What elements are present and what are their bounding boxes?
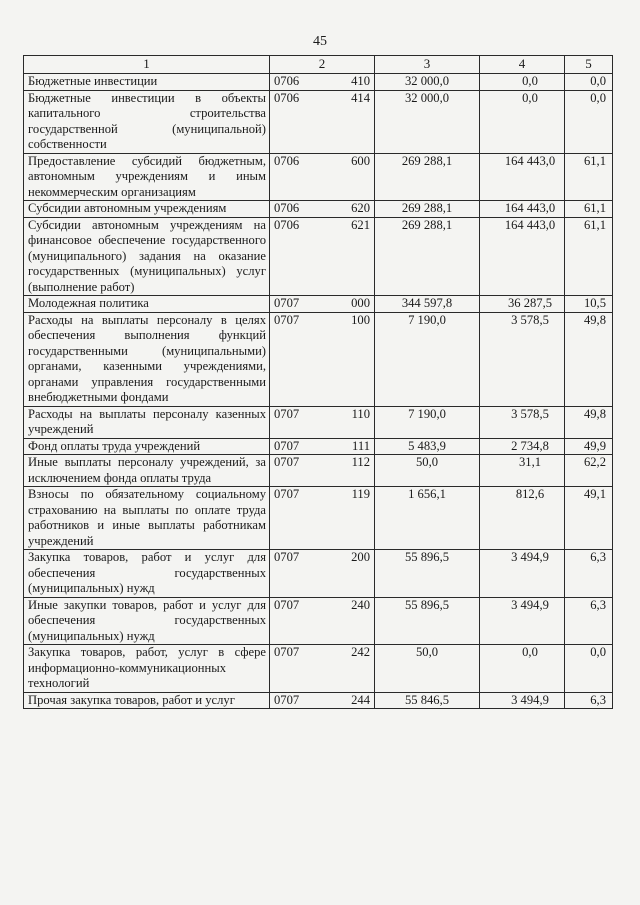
row-value-col-5: 10,5 bbox=[565, 296, 613, 313]
row-kind-code: 242 bbox=[351, 645, 370, 659]
row-value-col-4: 3 494,9 bbox=[480, 597, 565, 645]
table-row bbox=[24, 90, 613, 153]
row-kind-code: 110 bbox=[351, 406, 370, 421]
table-row bbox=[24, 406, 613, 438]
row-value-col-4: 164 443,0 bbox=[480, 153, 565, 201]
row-kind-code: 410 bbox=[351, 74, 370, 88]
row-value-col-5: 61,1 bbox=[565, 217, 613, 296]
row-value-col-5: 6,3 bbox=[565, 692, 613, 709]
row-code bbox=[270, 312, 375, 406]
row-code bbox=[270, 90, 375, 153]
row-code bbox=[270, 597, 375, 645]
row-value-col-5: 6,3 bbox=[565, 597, 613, 645]
row-kind-code: 200 bbox=[351, 550, 370, 564]
row-kind-code: 244 bbox=[351, 692, 370, 707]
row-value-col-3: 50,0 bbox=[375, 455, 480, 487]
row-name: Закупка товаров, работ, услуг в сфере информационно-коммуникационных технологий bbox=[24, 645, 270, 693]
header-col-1: 1 bbox=[24, 56, 270, 74]
row-name: Бюджетные инвестиции bbox=[24, 74, 270, 91]
row-kind-code: 000 bbox=[351, 296, 370, 310]
row-section-code: 0707 bbox=[274, 312, 300, 327]
header-col-3: 3 bbox=[375, 56, 480, 74]
row-kind-code: 112 bbox=[351, 455, 370, 469]
row-value-col-4: 36 287,5 bbox=[480, 296, 565, 313]
row-section-code: 0706 bbox=[274, 90, 300, 105]
row-value-col-4: 3 578,5 bbox=[480, 406, 565, 438]
row-code bbox=[270, 438, 375, 455]
row-code bbox=[270, 645, 375, 693]
table-row bbox=[24, 217, 613, 296]
row-code bbox=[270, 153, 375, 201]
row-value-col-3: 269 288,1 bbox=[375, 201, 480, 218]
row-value-col-4: 31,1 bbox=[480, 455, 565, 487]
row-value-col-4: 3 494,9 bbox=[480, 692, 565, 709]
row-value-col-5: 0,0 bbox=[565, 90, 613, 153]
row-code bbox=[270, 74, 375, 91]
row-name: Закупка товаров, работ и услуг для обеспечения государственных (муниципальных) нужд bbox=[24, 550, 270, 598]
row-kind-code: 100 bbox=[351, 312, 370, 327]
row-kind-code: 621 bbox=[351, 217, 370, 232]
row-code bbox=[270, 692, 375, 709]
row-value-col-3: 7 190,0 bbox=[375, 406, 480, 438]
row-value-col-5: 0,0 bbox=[565, 645, 613, 693]
row-section-code: 0707 bbox=[274, 487, 300, 501]
row-section-code: 0707 bbox=[274, 692, 300, 707]
row-value-col-5: 0,0 bbox=[565, 74, 613, 91]
budget-table bbox=[23, 55, 613, 709]
row-value-col-5: 61,1 bbox=[565, 153, 613, 201]
row-name: Бюджетные инвестиции в объекты капитального строительства государственной (муниципальной) собственности bbox=[24, 90, 270, 153]
row-value-col-3: 269 288,1 bbox=[375, 153, 480, 201]
table-row bbox=[24, 201, 613, 218]
row-section-code: 0707 bbox=[274, 406, 300, 421]
row-kind-code: 119 bbox=[351, 487, 370, 501]
table-row bbox=[24, 312, 613, 406]
row-section-code: 0706 bbox=[274, 201, 300, 215]
table-row bbox=[24, 455, 613, 487]
row-code bbox=[270, 550, 375, 598]
row-value-col-5: 49,8 bbox=[565, 312, 613, 406]
row-name: Иные закупки товаров, работ и услуг для обеспечения государственных (муниципальных) нужд bbox=[24, 597, 270, 645]
row-value-col-3: 1 656,1 bbox=[375, 487, 480, 550]
row-section-code: 0707 bbox=[274, 597, 300, 612]
row-value-col-3: 55 896,5 bbox=[375, 597, 480, 645]
row-value-col-5: 6,3 bbox=[565, 550, 613, 598]
table-row bbox=[24, 692, 613, 709]
row-kind-code: 600 bbox=[351, 153, 370, 168]
row-name: Прочая закупка товаров, работ и услуг bbox=[24, 692, 270, 709]
row-value-col-3: 55 896,5 bbox=[375, 550, 480, 598]
row-value-col-3: 7 190,0 bbox=[375, 312, 480, 406]
row-value-col-5: 61,1 bbox=[565, 201, 613, 218]
row-name: Предоставление субсидий бюджетным, автономным учреждениям и иным некоммерческим организациям bbox=[24, 153, 270, 201]
row-kind-code: 240 bbox=[351, 597, 370, 612]
table-row bbox=[24, 296, 613, 313]
row-value-col-3: 32 000,0 bbox=[375, 90, 480, 153]
row-value-col-5: 49,1 bbox=[565, 487, 613, 550]
row-kind-code: 620 bbox=[351, 201, 370, 215]
row-section-code: 0707 bbox=[274, 296, 300, 310]
row-value-col-4: 812,6 bbox=[480, 487, 565, 550]
row-kind-code: 414 bbox=[351, 90, 370, 105]
row-value-col-4: 3 578,5 bbox=[480, 312, 565, 406]
row-code bbox=[270, 406, 375, 438]
row-value-col-3: 50,0 bbox=[375, 645, 480, 693]
row-section-code: 0707 bbox=[274, 438, 300, 453]
row-name: Расходы на выплаты персоналу в целях обеспечения выполнения функций государственными (муниципальными) органами, казенными учреждениями, органами управления государственными внебюджетными фондами bbox=[24, 312, 270, 406]
row-name: Расходы на выплаты персоналу казенных учреждений bbox=[24, 406, 270, 438]
row-section-code: 0706 bbox=[274, 217, 300, 232]
row-value-col-4: 0,0 bbox=[480, 645, 565, 693]
header-col-2: 2 bbox=[270, 56, 375, 74]
row-name: Иные выплаты персоналу учреждений, за исключением фонда оплаты труда bbox=[24, 455, 270, 487]
row-value-col-3: 5 483,9 bbox=[375, 438, 480, 455]
row-value-col-4: 0,0 bbox=[480, 74, 565, 91]
row-code bbox=[270, 455, 375, 487]
row-value-col-4: 164 443,0 bbox=[480, 201, 565, 218]
table-row bbox=[24, 74, 613, 91]
table-row bbox=[24, 550, 613, 598]
table-row bbox=[24, 487, 613, 550]
row-value-col-3: 32 000,0 bbox=[375, 74, 480, 91]
row-section-code: 0707 bbox=[274, 645, 300, 659]
row-value-col-3: 269 288,1 bbox=[375, 217, 480, 296]
row-name: Фонд оплаты труда учреждений bbox=[24, 438, 270, 455]
row-name: Субсидии автономным учреждениям на финансовое обеспечение государственного (муниципального) задания на оказание государственных (муниципальных) услуг (выполнение работ) bbox=[24, 217, 270, 296]
row-section-code: 0707 bbox=[274, 455, 300, 469]
row-value-col-5: 49,9 bbox=[565, 438, 613, 455]
row-code bbox=[270, 201, 375, 218]
row-value-col-4: 2 734,8 bbox=[480, 438, 565, 455]
row-value-col-4: 0,0 bbox=[480, 90, 565, 153]
row-code bbox=[270, 296, 375, 313]
row-value-col-5: 62,2 bbox=[565, 455, 613, 487]
row-value-col-4: 3 494,9 bbox=[480, 550, 565, 598]
table-row bbox=[24, 153, 613, 201]
row-code bbox=[270, 487, 375, 550]
table-row bbox=[24, 438, 613, 455]
row-value-col-5: 49,8 bbox=[565, 406, 613, 438]
row-name: Субсидии автономным учреждениям bbox=[24, 201, 270, 218]
page-number: 45 bbox=[313, 34, 327, 49]
row-kind-code: 111 bbox=[352, 438, 370, 453]
row-section-code: 0706 bbox=[274, 74, 300, 88]
table-row bbox=[24, 597, 613, 645]
row-value-col-4: 164 443,0 bbox=[480, 217, 565, 296]
table-row bbox=[24, 645, 613, 693]
row-name: Взносы по обязательному социальному страхованию на выплаты по оплате труда работников и иные выплаты работникам учреждений bbox=[24, 487, 270, 550]
row-code bbox=[270, 217, 375, 296]
row-section-code: 0707 bbox=[274, 550, 300, 564]
header-row bbox=[24, 56, 613, 74]
row-name: Молодежная политика bbox=[24, 296, 270, 313]
header-col-5: 5 bbox=[565, 56, 613, 74]
row-value-col-3: 55 846,5 bbox=[375, 692, 480, 709]
row-value-col-3: 344 597,8 bbox=[375, 296, 480, 313]
row-section-code: 0706 bbox=[274, 153, 300, 168]
header-col-4: 4 bbox=[480, 56, 565, 74]
